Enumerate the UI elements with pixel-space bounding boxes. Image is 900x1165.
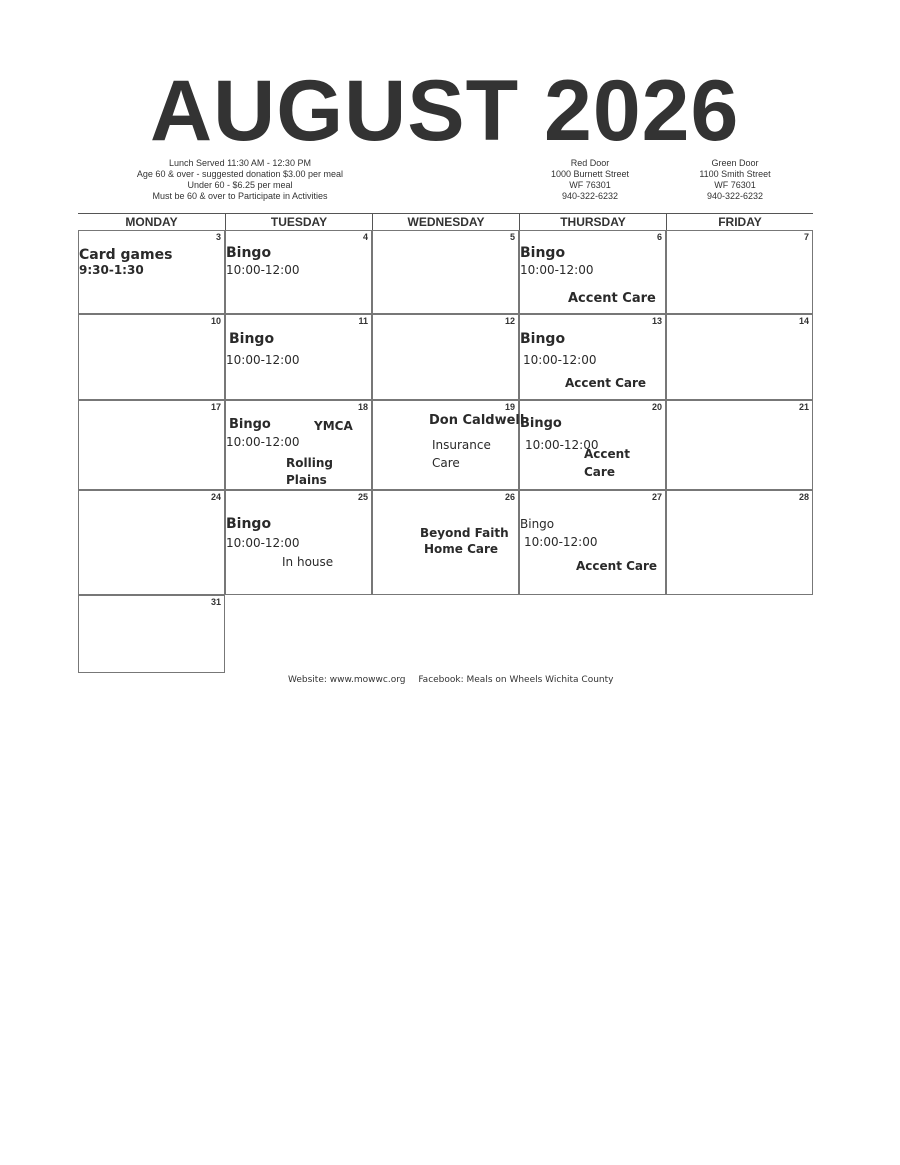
day-number: 4 (362, 232, 368, 242)
event-time: 10:00-12:00 (226, 263, 300, 277)
day-cell (225, 314, 372, 400)
event-provider: Insurance (432, 438, 491, 452)
event-time: 10:00-12:00 (523, 353, 597, 367)
day-cell (519, 314, 666, 400)
day-number: 28 (798, 492, 809, 502)
day-cell (666, 230, 813, 314)
weekday-header (78, 213, 813, 231)
day-cell (666, 314, 813, 400)
address-line: WF 76301 (569, 180, 611, 190)
day-number: 21 (798, 402, 809, 412)
red-door-address (535, 158, 645, 202)
day-number: 12 (504, 316, 515, 326)
event-provider: Plains (286, 473, 327, 487)
day-number: 7 (803, 232, 809, 242)
event-time: 10:00-12:00 (226, 435, 300, 449)
address-line: 1000 Burnett Street (550, 169, 630, 179)
green-door-address (680, 158, 790, 202)
event-title: Bingo (520, 331, 566, 347)
event-time: 10:00-12:00 (525, 438, 599, 452)
day-cell (372, 490, 519, 595)
day-cell (666, 400, 813, 490)
event-title: Bingo (226, 516, 272, 532)
event-provider: Care (584, 465, 615, 479)
day-cell (78, 314, 225, 400)
day-cell (519, 490, 666, 595)
day-number: 19 (504, 402, 515, 412)
day-cell (78, 595, 225, 673)
website-text: Website: www.mowwc.org (288, 675, 406, 685)
day-cell (78, 400, 225, 490)
day-number: 24 (210, 492, 221, 502)
event-provider: Home Care (424, 542, 499, 556)
event-time: 10:00-12:00 (524, 535, 598, 549)
event-title: Bingo (226, 245, 272, 261)
day-cell (666, 490, 813, 595)
day-number: 20 (651, 402, 662, 412)
day-number: 14 (798, 316, 809, 326)
day-cell (78, 230, 225, 314)
address-line: Red Door (570, 158, 610, 168)
day-cell (372, 314, 519, 400)
day-number: 17 (210, 402, 221, 412)
event-provider: Accent Care (565, 376, 647, 390)
address-line: 1100 Smith Street (699, 169, 771, 179)
day-number: 11 (358, 316, 368, 326)
weekday-monday: MONDAY (125, 215, 178, 229)
address-line: WF 76301 (714, 180, 756, 190)
day-number: 5 (509, 232, 515, 242)
day-number: 6 (656, 232, 662, 242)
day-cell (519, 400, 666, 490)
page-title: AUGUST 2026 (150, 63, 740, 159)
weekday-tuesday: TUESDAY (225, 214, 372, 230)
day-number: 3 (215, 232, 221, 242)
day-number: 13 (651, 316, 662, 326)
weekday-thursday: THURSDAY (519, 214, 666, 230)
event-provider: In house (282, 555, 334, 569)
day-number: 31 (210, 597, 221, 607)
address-line: 940-322-6232 (561, 191, 619, 201)
weekday-friday: FRIDAY (666, 214, 813, 230)
day-number: 25 (357, 492, 368, 502)
event-title: Card games (79, 247, 173, 263)
event-provider: Accent Care (576, 559, 658, 573)
lunch-info (100, 158, 380, 202)
event-provider: Care (432, 456, 460, 470)
event-provider: Beyond Faith (420, 526, 509, 540)
event-title: Bingo (520, 245, 566, 261)
address-line: Green Door (711, 158, 759, 168)
event-time: 10:00-12:00 (226, 353, 300, 367)
day-number: 26 (504, 492, 515, 502)
weekday-wednesday: WEDNESDAY (372, 214, 519, 230)
address-line: 940-322-6232 (706, 191, 764, 201)
footer (288, 675, 624, 685)
event-provider: Accent (584, 447, 630, 461)
event-time: 10:00-12:00 (226, 536, 300, 550)
lunch-line: Age 60 & over - suggested donation $3.00 per meal (136, 169, 344, 179)
event-provider: Accent Care (568, 291, 656, 306)
day-number: 18 (357, 402, 368, 412)
lunch-line: Must be 60 & over to Participate in Activities (152, 191, 328, 201)
day-cell (225, 400, 372, 490)
day-number: 27 (651, 492, 662, 502)
event-title: Bingo (229, 417, 271, 432)
event-provider: Rolling (286, 456, 333, 470)
event-title: Bingo (520, 416, 562, 431)
lunch-line: Lunch Served 11:30 AM - 12:30 PM (169, 158, 311, 168)
facebook-text: Facebook: Meals on Wheels Wichita County (418, 675, 614, 685)
day-number: 10 (210, 316, 221, 326)
day-cell (372, 230, 519, 314)
event-title: Bingo (520, 517, 555, 531)
event-provider: YMCA (314, 419, 353, 433)
day-cell (225, 230, 372, 314)
lunch-line: Under 60 - $6.25 per meal (187, 180, 293, 190)
day-cell (78, 490, 225, 595)
event-time: 10:00-12:00 (520, 263, 594, 277)
event-title: Bingo (229, 331, 275, 347)
event-provider: Don Caldwell (429, 413, 525, 428)
day-cell (225, 490, 372, 595)
day-cell (519, 230, 666, 314)
day-cell (372, 400, 525, 490)
event-time: 9:30-1:30 (79, 263, 144, 277)
